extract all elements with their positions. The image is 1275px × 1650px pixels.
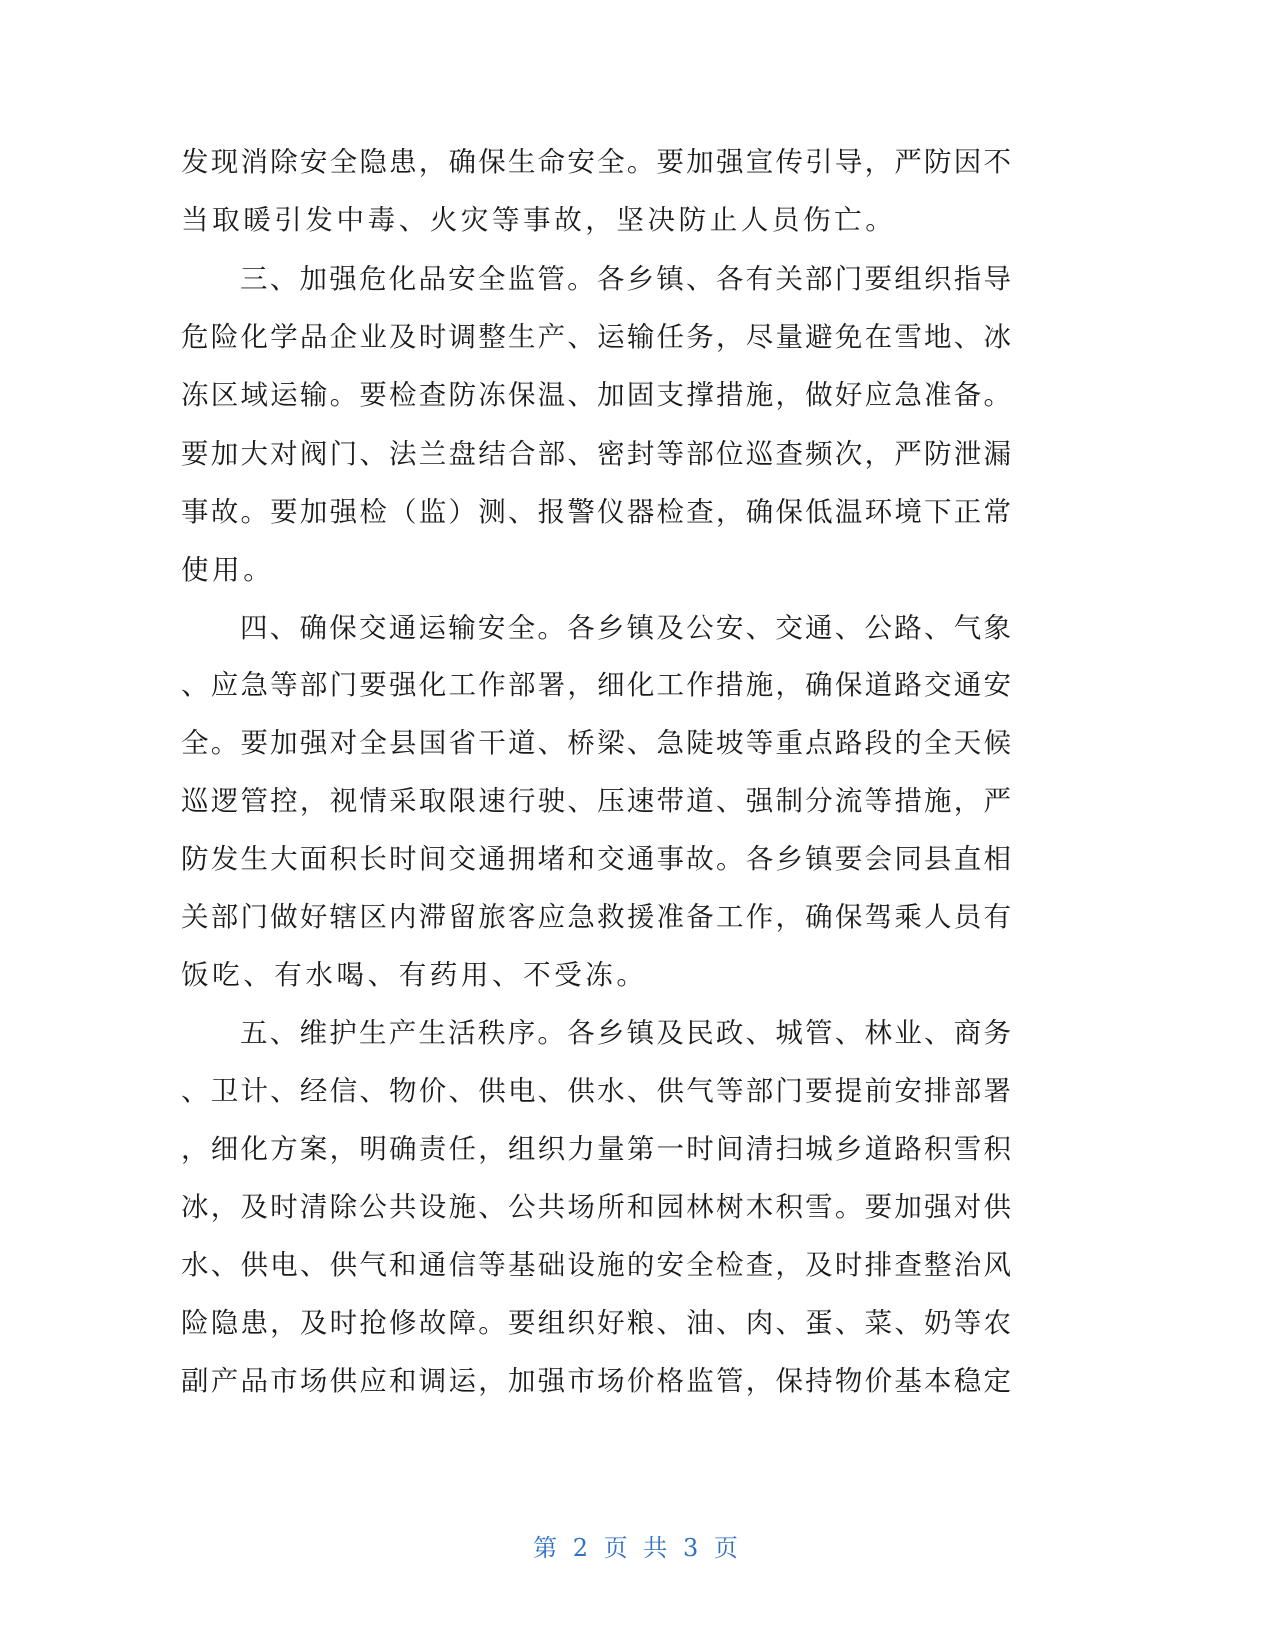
paragraph-line: 、卫计、经信、物价、供电、供水、供气等部门要提前安排部署 — [181, 1075, 1011, 1107]
section-heading-line: 三、加强危化品安全监管。各乡镇、各有关部门要组织指导 — [240, 263, 1011, 295]
paragraph-line: 冰，及时清除公共设施、公共场所和园林树木积雪。要加强对供 — [181, 1191, 1011, 1223]
page-number-footer: 第 2 页 共 3 页 — [533, 1534, 742, 1562]
paragraph-line: 全。要加强对全县国省干道、桥梁、急陡坡等重点路段的全天候 — [181, 727, 1011, 759]
section-heading-line: 五、维护生产生活秩序。各乡镇及民政、城管、林业、商务 — [240, 1017, 1011, 1049]
paragraph-line: 关部门做好辖区内滞留旅客应急救援准备工作，确保驾乘人员有 — [181, 901, 1011, 933]
paragraph-line: 饭吃、有水喝、有药用、不受冻。 — [181, 959, 648, 991]
paragraph-line: 防发生大面积长时间交通拥堵和交通事故。各乡镇要会同县直相 — [181, 843, 1011, 875]
paragraph-line: 冻区域运输。要检查防冻保温、加固支撑措施，做好应急准备。 — [181, 379, 1011, 411]
paragraph-line: 水、供电、供气和通信等基础设施的安全检查，及时排查整治风 — [181, 1249, 1011, 1281]
paragraph-line: ，细化方案，明确责任，组织力量第一时间清扫城乡道路积雪积 — [181, 1133, 1011, 1165]
paragraph-line: 事故。要加强检（监）测、报警仪器检查，确保低温环境下正常 — [181, 496, 1011, 528]
paragraph-line: 、应急等部门要强化工作部署，细化工作措施，确保道路交通安 — [181, 669, 1011, 701]
paragraph-line: 发现消除安全隐患，确保生命安全。要加强宣传引导，严防因不 — [181, 146, 1011, 178]
paragraph-line: 要加大对阀门、法兰盘结合部、密封等部位巡查频次，严防泄漏 — [181, 438, 1011, 470]
paragraph-line: 险隐患，及时抢修故障。要组织好粮、油、肉、蛋、菜、奶等农 — [181, 1307, 1011, 1339]
paragraph-line: 当取暖引发中毒、火灾等事故，坚决防止人员伤亡。 — [181, 204, 897, 236]
paragraph-line: 巡逻管控，视情采取限速行驶、压速带道、强制分流等措施，严 — [181, 785, 1011, 817]
section-heading-line: 四、确保交通运输安全。各乡镇及公安、交通、公路、气象 — [240, 612, 1011, 644]
paragraph-line: 使用。 — [181, 554, 275, 586]
paragraph-line: 危险化学品企业及时调整生产、运输任务，尽量避免在雪地、冰 — [181, 321, 1011, 353]
paragraph-line: 副产品市场供应和调运，加强市场价格监管，保持物价基本稳定 — [181, 1365, 1011, 1397]
